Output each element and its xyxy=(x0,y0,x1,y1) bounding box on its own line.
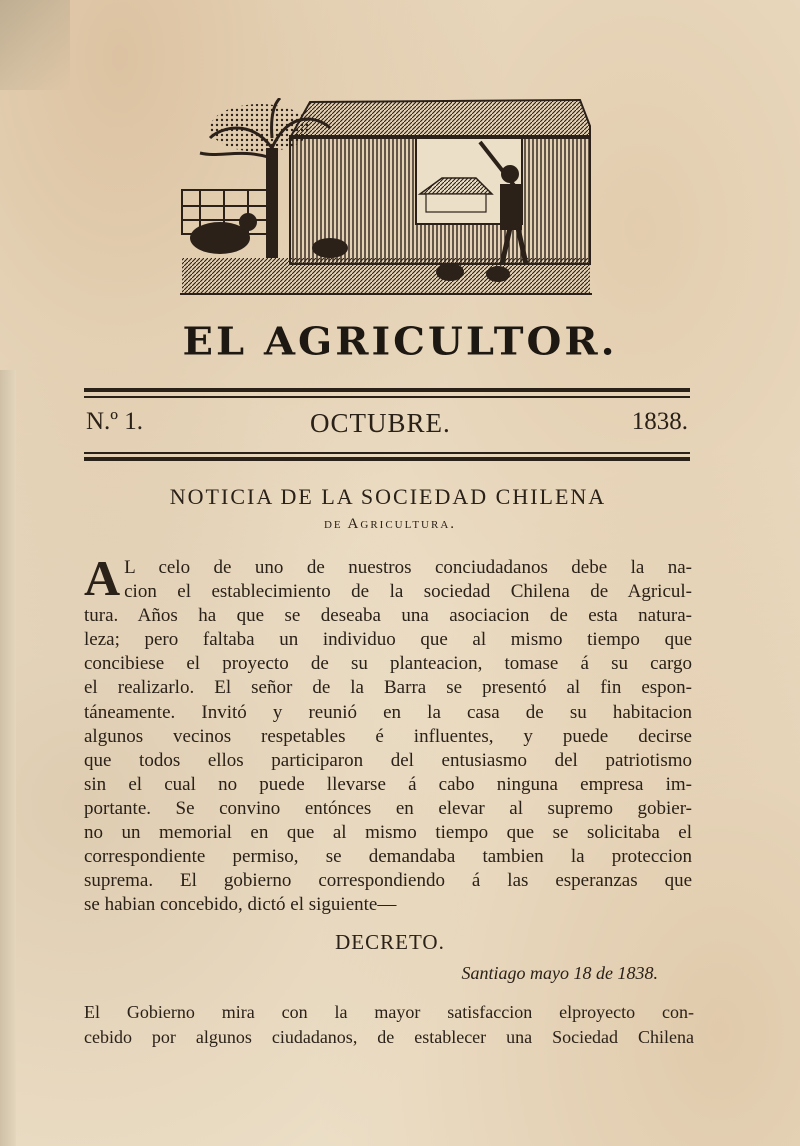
text-line: se habian concebido, dictó el siguiente— xyxy=(84,894,397,916)
text-line: correspondiente permiso, se demandaba tambien la proteccion xyxy=(84,846,692,868)
text-line: táneamente. Invitó y reunió en la casa de su habitacion xyxy=(84,701,692,723)
text-line: tura. Años ha que se deseaba una asociacion de esta natura- xyxy=(84,605,692,627)
text-line: El Gobierno mira con la mayor satisfaccion elproyecto con- xyxy=(84,1002,694,1022)
article-paragraph-1 xyxy=(84,550,692,917)
article-subheading: de Agricultura. xyxy=(323,516,457,532)
text-line: cebido por algunos ciudadanos, de establecer una Sociedad Chilena xyxy=(84,1027,694,1047)
issue-row xyxy=(86,408,688,444)
dateline: Santiago mayo 18 de 1838. xyxy=(461,963,658,983)
page-corner-stain xyxy=(0,0,70,90)
text-line: suprema. El gobierno correspondiendo á las esperanzas que xyxy=(84,870,692,892)
text-line: el realizarlo. El señor de la Barra se presentó al fin espon- xyxy=(84,677,692,699)
text-line: cion el establecimiento de la sociedad Chilena de Agricul- xyxy=(124,581,692,603)
article-paragraph-2 xyxy=(84,1000,694,1050)
text-line: algunos vecinos respetables é influentes, y puede decirse xyxy=(84,725,692,747)
rule-top-thin xyxy=(84,396,690,398)
text-line: sin el cual no puede llevarse á cabo ninguna empresa im- xyxy=(84,773,692,795)
issue-year: 1838. xyxy=(631,408,688,435)
rule-bottom-thick xyxy=(84,457,690,461)
text-line: no un memorial en que al mismo tiempo que se solicitaba el xyxy=(84,822,692,844)
farmyard-engraving xyxy=(180,98,592,304)
drop-cap: A xyxy=(84,550,121,606)
text-line: que todos ellos participaron del entusiasmo del patriotismo xyxy=(84,749,692,771)
barn-roof xyxy=(290,100,590,138)
text-line: portante. Se convino entónces en elevar al supremo gobier- xyxy=(84,797,692,819)
masthead-title: EL AGRICULTOR. xyxy=(182,319,618,364)
decree-title: DECRETO. xyxy=(335,930,445,954)
rule-top-thick xyxy=(84,388,690,392)
article-heading: NOTICIA DE LA SOCIEDAD CHILENA xyxy=(169,484,607,509)
ground xyxy=(182,258,590,294)
text-line: concibiese el proyecto de su planteacion, tomase á su cargo xyxy=(84,653,692,675)
issue-month: OCTUBRE. xyxy=(310,408,451,438)
text-line: leza; pero faltaba un individuo que al mismo tiempo que xyxy=(84,629,692,651)
text-line: L celo de uno de nuestros conciudadanos debe la na- xyxy=(124,557,692,578)
rule-bottom-thin xyxy=(84,452,690,454)
issue-number: N.º 1. xyxy=(86,408,144,435)
